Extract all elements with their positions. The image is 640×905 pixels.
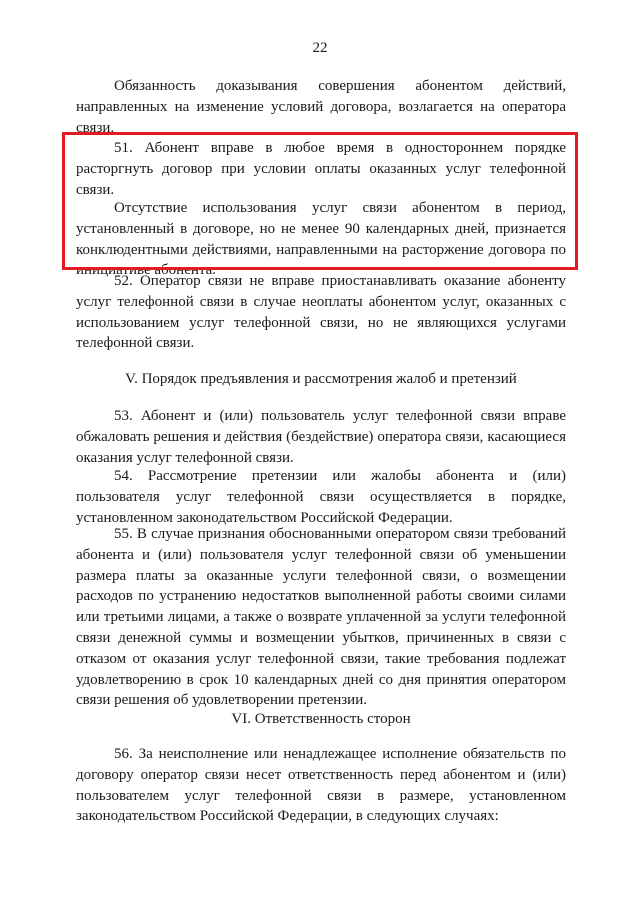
paragraph-53: 53. Абонент и (или) пользователь услуг телефонной связи вправе обжаловать решения и действия (бездействие) оператора связи, касающиеся оказания услуг телефонной связи. <box>76 408 566 466</box>
clause-53-block <box>76 406 566 468</box>
paragraph-55: 55. В случае признания обоснованными оператором связи требований абонента и (или) пользователя услуг телефонной связи об уменьшении размера платы за оказанные услуги телефонной связи, о возмещении расходов по устранению недостатков выполненной работы своими силами или третьими лицами, а также о возврате уплаченной за услуги телефонной связи денежной суммы и возмещении убытков, причиненных в связи с отказом от оказания услуг телефонной связи, такие требования подлежат удовлетворению в срок 10 календарных дней со дня принятия оператором связи решения об удовлетворении претензии. <box>76 526 566 709</box>
section-5-heading-block <box>76 369 566 390</box>
page-number: 22 <box>312 40 328 56</box>
section-6-heading-block <box>76 709 566 730</box>
paragraph-51-absence: Отсутствие использования услуг связи абонентом в период, установленный в договоре, но не менее 90 календарных дней, признается конклюдентными действиями, направленными на расторжение договора по инициативе абонента. <box>76 200 566 279</box>
clause-52-block <box>76 271 566 354</box>
paragraph-51: 51. Абонент вправе в любое время в одностороннем порядке расторгнуть договор при условии оплаты оказанных услуг телефонной связи. <box>76 140 566 198</box>
clause-55-block <box>76 524 566 711</box>
paragraph-54: 54. Рассмотрение претензии или жалобы абонента и (или) пользователя услуг телефонной связи осуществляется в порядке, установленном законодательством Российской Федерации. <box>76 468 566 526</box>
paragraph-52: 52. Оператор связи не вправе приостанавливать оказание абоненту услуг телефонной связи в случае неоплаты абонентом услуг, оказанных с использованием услуг телефонной связи, но не являющихся услугами телефонной связи. <box>76 273 566 352</box>
section-5-heading: V. Порядок предъявления и рассмотрения жалоб и претензий <box>125 371 517 387</box>
highlight-box-clause-51 <box>62 132 578 270</box>
burden-of-proof-paragraph-block <box>76 76 566 138</box>
clause-54-block <box>76 466 566 528</box>
paragraph-burden-of-proof: Обязанность доказывания совершения абонентом действий, направленных на изменение условий договора, возлагается на оператора связи. <box>76 78 566 136</box>
paragraph-56: 56. За неисполнение или ненадлежащее исполнение обязательств по договору оператор связи несет ответственность перед абонентом и (или) пользователем услуг телефонной связи в размере, установленном законодательством Российской Федерации, в следующих случаях: <box>76 746 566 825</box>
section-6-heading: VI. Ответственность сторон <box>231 711 411 727</box>
clause-56-block <box>76 744 566 827</box>
